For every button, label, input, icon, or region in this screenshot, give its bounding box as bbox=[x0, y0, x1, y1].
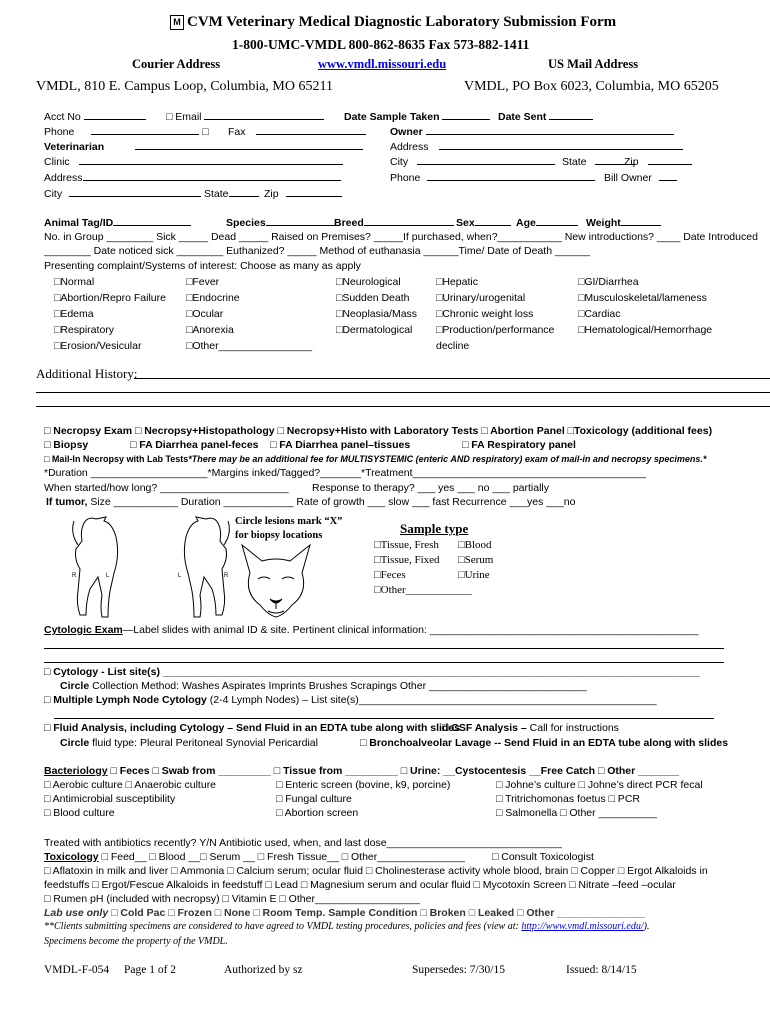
circle-lesions-label: Circle lesions mark “X” bbox=[235, 516, 343, 527]
clinic-address-field[interactable]: Address bbox=[44, 172, 341, 184]
sample-type-heading: Sample type bbox=[400, 521, 469, 536]
bacteriology-checkbox[interactable]: □ Salmonella □ Other __________ bbox=[496, 807, 657, 819]
animal-tag-field[interactable]: Animal Tag/ID bbox=[44, 217, 191, 229]
toxicology-tests-line-3[interactable]: □ Rumen pH (included with necropsy) □ Vitamin E □ Other__________________ bbox=[44, 893, 421, 905]
bacteriology-checkbox[interactable]: □ Fungal culture bbox=[276, 793, 352, 805]
system-checkbox[interactable]: □Anorexia bbox=[186, 324, 234, 336]
system-checkbox[interactable]: □Urinary/urogenital bbox=[436, 292, 526, 304]
dog-face-diagram[interactable] bbox=[236, 541, 316, 621]
additional-history-label: Additional History: bbox=[36, 366, 138, 381]
consult-toxicologist-checkbox[interactable]: □ Consult Toxicologist bbox=[492, 851, 594, 863]
lymph-site-line[interactable] bbox=[54, 718, 714, 719]
necropsy-options[interactable]: □ Necropsy Exam □ Necropsy+Histopathology □ Necropsy+Histo with Laboratory Tests □ Abortion Panel □Toxicology (additional fees) bbox=[44, 425, 713, 437]
date-sample-taken-field[interactable]: Date Sample Taken bbox=[344, 111, 490, 123]
sickness-row[interactable]: ________ Date noticed sick ________ Euthanized? _____ Method of euthanasia ______Time/ Date of Death ______ bbox=[44, 245, 591, 257]
form-number: VMDL-F-054 bbox=[44, 964, 110, 976]
system-checkbox[interactable]: □Production/performance bbox=[436, 324, 555, 336]
bacteriology-checkbox[interactable]: □ Johne’s culture □ Johne’s direct PCR fecal bbox=[496, 779, 703, 791]
clinic-city-field[interactable]: City bbox=[44, 188, 201, 200]
clinical-info-line-1[interactable] bbox=[44, 648, 724, 649]
sex-field[interactable]: Sex bbox=[456, 217, 511, 229]
toxicology-tests-line-2[interactable]: feedstuffs □ Ergot/Fescue Alkaloids in feedstuff □ Lead □ Magnesium serum and ocular fluid □ Mycotoxin Screen □ Nitrate –feed –ocular bbox=[44, 879, 676, 891]
collection-method-row[interactable]: Circle Collection Method: Washes Aspirates Imprints Brushes Scrapings Other ___________________________ bbox=[60, 680, 587, 692]
clinic-state-field[interactable]: State bbox=[204, 188, 259, 200]
toxicology-row[interactable]: Toxicology □ Feed__ □ Blood __□ Serum __ □ Fresh Tissue__ □ Other_______________ bbox=[44, 851, 465, 863]
clinic-zip-field[interactable]: Zip bbox=[264, 188, 342, 200]
courier-label: Courier Address bbox=[132, 57, 221, 71]
sample-type-checkbox[interactable]: □Tissue, Fixed bbox=[374, 554, 440, 566]
antibiotics-field[interactable]: Treated with antibiotics recently? Y/N Antibiotic used, when, and last dose______________________________ bbox=[44, 837, 562, 849]
dog-right-side-outline bbox=[184, 517, 226, 617]
system-checkbox[interactable]: □Other________________ bbox=[186, 340, 313, 352]
cytology-list-sites[interactable]: □ Cytology - List site(s) ____________________________________________________________________________________________ bbox=[44, 666, 701, 678]
form-title: M CVM Veterinary Medical Diagnostic Laboratory Submission Form bbox=[170, 14, 616, 31]
email-field[interactable]: □ Email bbox=[166, 111, 324, 123]
mail-address: VMDL, PO Box 6023, Columbia, MO 65205 bbox=[464, 79, 719, 94]
consent-link[interactable]: http://www.vmdl.missouri.edu/ bbox=[521, 921, 644, 932]
bacteriology-row[interactable]: Bacteriology □ Feces □ Swab from _________ □ Tissue from _________ □ Urine: __Cystocentesis __Free Catch □ Other _______ bbox=[44, 765, 680, 777]
fluid-type-row[interactable]: Circle fluid type: Pleural Peritoneal Synovial Pericardial bbox=[60, 737, 318, 749]
system-checkbox[interactable]: decline bbox=[436, 340, 470, 352]
bacteriology-checkbox[interactable]: □ Blood culture bbox=[44, 807, 115, 819]
sample-type-checkbox[interactable]: □Serum bbox=[458, 554, 494, 566]
mail-label: US Mail Address bbox=[548, 57, 639, 71]
svg-text:L: L bbox=[106, 573, 110, 579]
owner-zip-field[interactable]: Zip bbox=[624, 156, 692, 168]
age-field[interactable]: Age bbox=[516, 217, 578, 229]
system-checkbox[interactable]: □Erosion/Vesicular bbox=[54, 340, 142, 352]
system-checkbox[interactable]: □Musculoskeletal/lameness bbox=[578, 292, 707, 304]
system-checkbox[interactable]: □Sudden Death bbox=[336, 292, 410, 304]
system-checkbox[interactable]: □Ocular bbox=[186, 308, 224, 320]
system-checkbox[interactable]: □Normal bbox=[54, 276, 95, 288]
system-checkbox[interactable]: □Cardiac bbox=[578, 308, 621, 320]
phone-field[interactable]: Phone □ bbox=[44, 126, 209, 138]
supersedes-date: Supersedes: 7/30/15 bbox=[412, 964, 505, 976]
biopsy-checkbox[interactable]: □ Biopsy bbox=[44, 439, 89, 451]
svg-text:R: R bbox=[224, 573, 229, 579]
acct-no-field[interactable]: Acct No bbox=[44, 111, 146, 123]
date-sent-field[interactable]: Date Sent bbox=[498, 111, 593, 123]
courier-address: VMDL, 810 E. Campus Loop, Columbia, MO 65211 bbox=[36, 79, 333, 94]
bacteriology-checkbox[interactable]: □ Tritrichomonas foetus □ PCR bbox=[496, 793, 640, 805]
sample-type-checkbox[interactable]: □Blood bbox=[458, 539, 492, 551]
fluid-analysis-checkbox[interactable]: □ Fluid Analysis, including Cytology – Send Fluid in an EDTA tube along with slides bbox=[44, 722, 461, 734]
breed-field[interactable]: Breed bbox=[334, 217, 454, 229]
response-therapy-field[interactable]: Response to therapy? ___ yes ___ no ___ partially bbox=[312, 482, 549, 494]
lesion-body-diagram[interactable] bbox=[66, 511, 236, 623]
weight-field[interactable]: Weight bbox=[586, 217, 661, 229]
system-checkbox[interactable]: □Edema bbox=[54, 308, 94, 320]
group-row[interactable]: No. in Group ________ Sick _____ Dead _____ Raised on Premises? _____If purchased, when?___________ New introductions? ____ Date Introduced bbox=[44, 231, 758, 243]
sample-type-checkbox[interactable]: □Feces bbox=[374, 569, 406, 581]
biopsy-locations-label: for biopsy locations bbox=[235, 530, 323, 541]
when-started-field[interactable]: When started/how long? ______________________ bbox=[44, 482, 289, 494]
owner-field[interactable]: Owner bbox=[390, 126, 674, 138]
system-checkbox[interactable]: □Hepatic bbox=[436, 276, 478, 288]
mailin-necropsy[interactable]: □ Mail-In Necropsy with Lab Tests*There may be an additional fee for MULTISYSTEMIC (enteric AND respiratory) exam of mail-in and necropsy specimens.* bbox=[44, 454, 707, 464]
lymph-node-cytology[interactable]: □ Multiple Lymph Node Cytology (2-4 Lymph Nodes) – List site(s)___________________________________________________ bbox=[44, 694, 657, 706]
dog-left-side-outline bbox=[76, 517, 118, 617]
owner-state-field[interactable]: State bbox=[562, 156, 635, 168]
fa-tissues-checkbox[interactable]: □ FA Diarrhea panel–tissues bbox=[270, 439, 411, 451]
system-checkbox[interactable]: □Neoplasia/Mass bbox=[336, 308, 418, 320]
history-line-1[interactable] bbox=[134, 378, 770, 379]
system-checkbox[interactable]: □Abortion/Repro Failure bbox=[54, 292, 166, 304]
system-checkbox[interactable]: □Chronic weight loss bbox=[436, 308, 534, 320]
lab-use-only-row: Lab use only □ Cold Pac □ Frozen □ None □ Room Temp. Sample Condition □ Broken □ Leaked □ Other _______________ bbox=[44, 907, 645, 919]
veterinarian-field[interactable]: Veterinarian bbox=[44, 141, 363, 153]
toxicology-tests-line-1[interactable]: □ Aflatoxin in milk and liver □ Ammonia □ Calcium serum; ocular fluid □ Cholinesterase activity whole blood, brain □ Copper □ Ergot Alkaloids in bbox=[44, 865, 708, 877]
authorized-by: Authorized by sz bbox=[224, 964, 303, 976]
system-checkbox[interactable]: □Fever bbox=[186, 276, 220, 288]
sample-type-checkbox[interactable]: □Other____________ bbox=[374, 584, 472, 596]
consent-note: **Clients submitting specimens are considered to have agreed to VMDL testing procedures, policies and fees (view at: http://www.vmdl.missouri.edu/). bbox=[44, 921, 650, 932]
bacteriology-checkbox[interactable]: □ Aerobic culture □ Anaerobic culture bbox=[44, 779, 217, 791]
svg-text:L: L bbox=[178, 573, 182, 579]
fax-field[interactable]: Fax bbox=[228, 126, 366, 138]
owner-phone-field[interactable]: Phone bbox=[390, 172, 595, 184]
bacteriology-checkbox[interactable]: □ Enteric screen (bovine, k9, porcine) bbox=[276, 779, 451, 791]
species-field[interactable]: Species bbox=[226, 217, 340, 229]
csf-analysis-checkbox[interactable]: □ CSF Analysis – Call for instructions bbox=[442, 722, 619, 734]
system-checkbox[interactable]: □Hematological/Hemorrhage bbox=[578, 324, 713, 336]
sample-type-checkbox[interactable]: □Urine bbox=[458, 569, 490, 581]
bacteriology-checkbox[interactable]: □ Abortion screen bbox=[276, 807, 359, 819]
history-line-3[interactable] bbox=[36, 406, 770, 407]
history-line-2[interactable] bbox=[36, 392, 770, 393]
university-logo-icon: M bbox=[170, 15, 184, 30]
sample-type-checkbox[interactable]: □Tissue, Fresh bbox=[374, 539, 439, 551]
property-note: Specimens become the property of the VMDL. bbox=[44, 936, 228, 947]
system-checkbox[interactable]: □Neurological bbox=[336, 276, 401, 288]
clinic-field[interactable]: Clinic bbox=[44, 156, 343, 168]
system-checkbox[interactable]: □GI/Diarrhea bbox=[578, 276, 639, 288]
lab-phones: 1-800-UMC-VMDL 800-862-8635 Fax 573-882-1411 bbox=[232, 37, 530, 52]
page-number: Page 1 of 2 bbox=[124, 964, 177, 976]
owner-address-field[interactable]: Address bbox=[390, 141, 683, 153]
bacteriology-checkbox[interactable]: □ Antimicrobial susceptibility bbox=[44, 793, 176, 805]
system-checkbox[interactable]: □Respiratory bbox=[54, 324, 115, 336]
svg-text:R: R bbox=[72, 573, 77, 579]
balv-checkbox[interactable]: □ Bronchoalveolar Lavage -- Send Fluid in an EDTA tube along with slides bbox=[360, 737, 729, 749]
cytologic-exam-row[interactable]: Cytologic Exam—Label slides with animal ID & site. Pertinent clinical information: ______________________________________________ bbox=[44, 624, 699, 636]
clinical-info-line-2[interactable] bbox=[44, 662, 724, 663]
system-checkbox[interactable]: □Dermatological bbox=[336, 324, 413, 336]
bill-owner-field[interactable]: Bill Owner bbox=[604, 172, 677, 184]
owner-city-field[interactable]: City bbox=[390, 156, 555, 168]
fa-feces-checkbox[interactable]: □ FA Diarrhea panel-feces bbox=[130, 439, 259, 451]
fa-respiratory-checkbox[interactable]: □ FA Respiratory panel bbox=[462, 439, 576, 451]
issued-date: Issued: 8/14/15 bbox=[566, 964, 637, 976]
system-checkbox[interactable]: □Endocrine bbox=[186, 292, 240, 304]
duration-row[interactable]: *Duration ____________________*Margins inked/Tagged?_______*Treatment________________________________________ bbox=[44, 467, 647, 479]
tumor-row[interactable]: If tumor, Size ___________ Duration ____________ Rate of growth ___ slow ___ fast Recurrence ___yes ___no bbox=[46, 496, 576, 508]
presenting-complaint: Presenting complaint/Systems of interest: Choose as many as apply bbox=[44, 260, 361, 272]
website-link[interactable]: www.vmdl.missouri.edu bbox=[318, 57, 447, 71]
